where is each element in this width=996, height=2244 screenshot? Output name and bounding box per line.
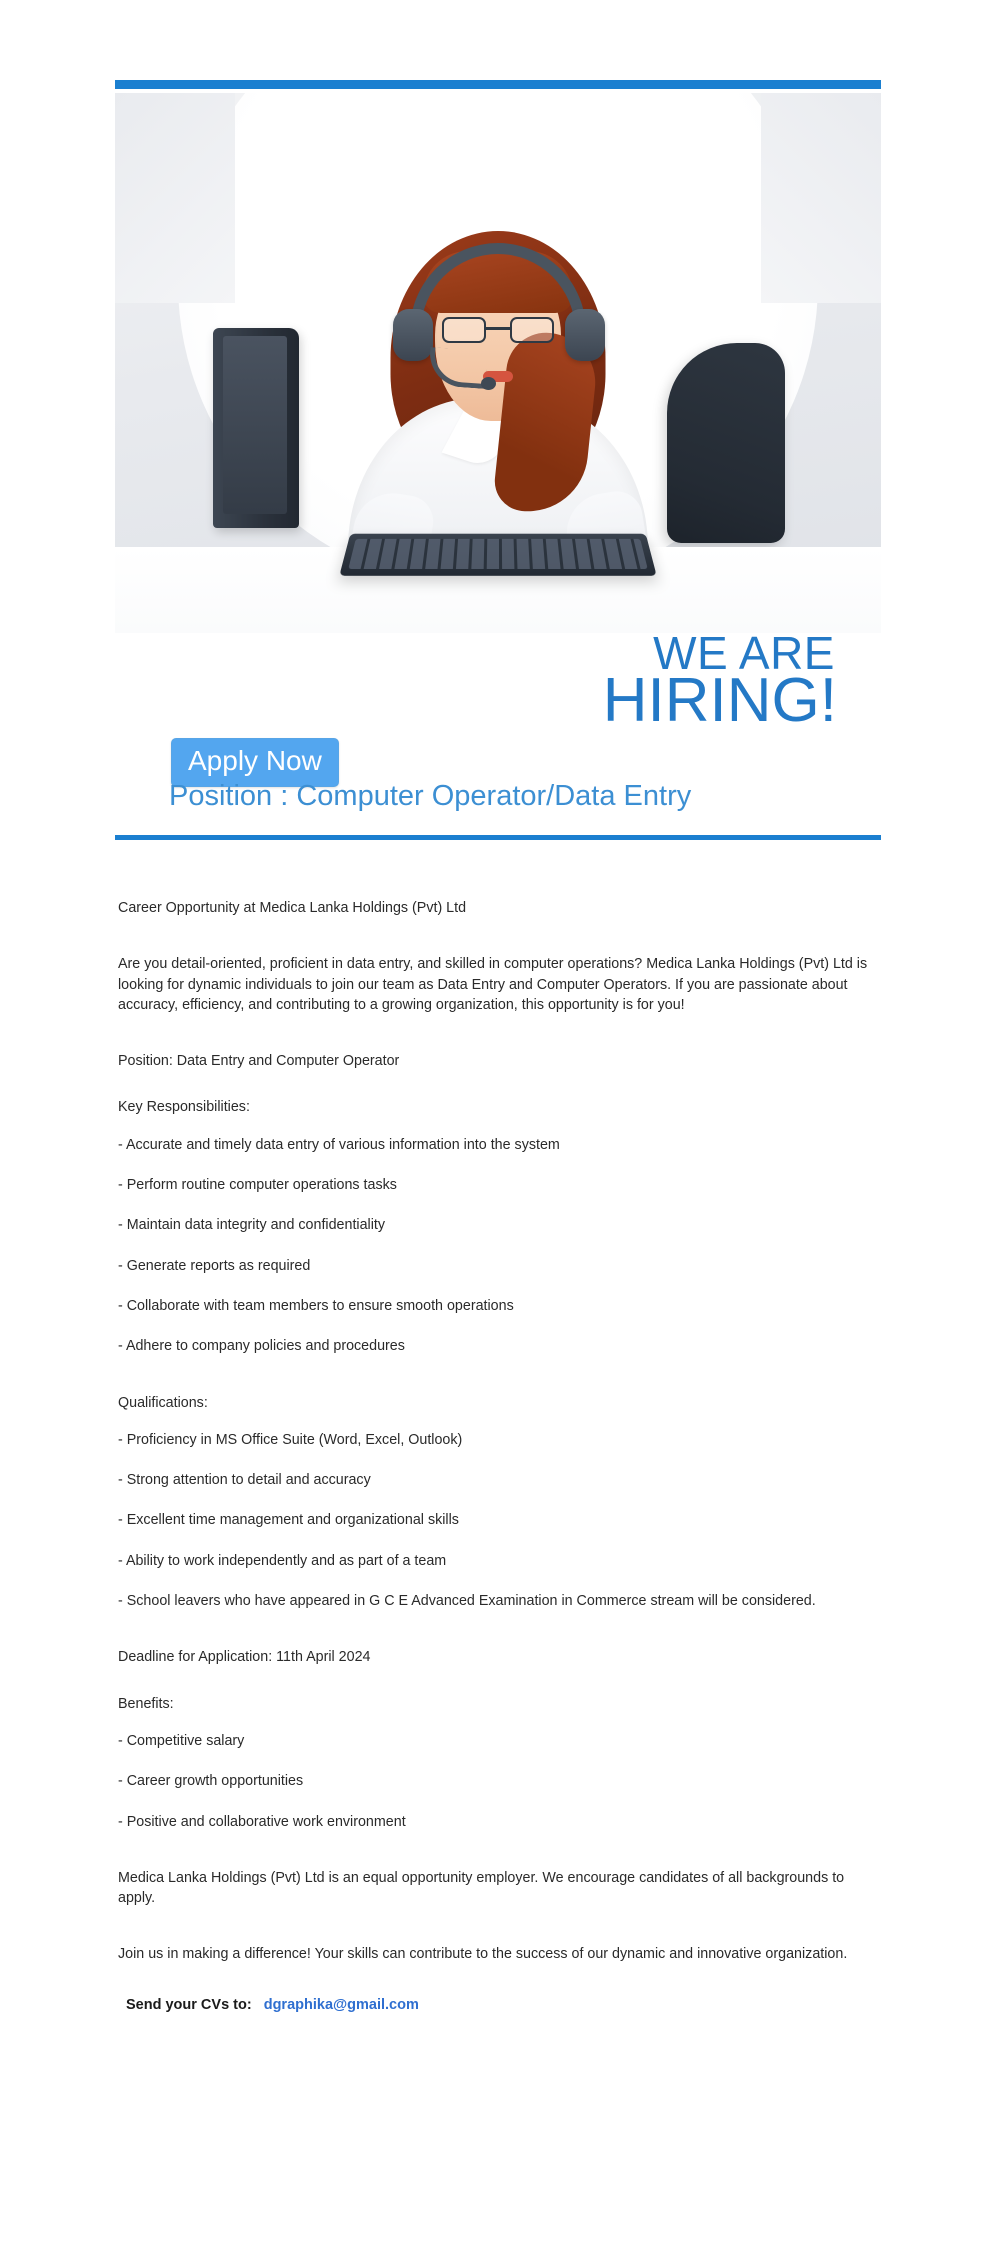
keyboard-illustration bbox=[339, 534, 656, 576]
list-item: - Accurate and timely data entry of various information into the system bbox=[118, 1136, 560, 1153]
job-description bbox=[0, 840, 996, 2075]
headset-mic-tip bbox=[481, 377, 496, 390]
banner-photo bbox=[115, 93, 881, 633]
apply-now-button[interactable]: Apply Now bbox=[171, 738, 339, 787]
we-are-text: WE ARE bbox=[653, 627, 835, 679]
list-item: - Generate reports as required bbox=[118, 1257, 311, 1274]
list-item: - Maintain data integrity and confidentiality bbox=[118, 1217, 386, 1234]
list-item: - School leavers who have appeared in G C E Advanced Examination in Commerce stream will be considered. bbox=[118, 1593, 816, 1610]
qualifications-heading: Qualifications: bbox=[118, 1394, 208, 1411]
photo-corner-left bbox=[115, 93, 235, 303]
banner-bottom-divider bbox=[115, 835, 881, 840]
list-item: - Collaborate with team members to ensure smooth operations bbox=[118, 1297, 514, 1314]
list-item: - Proficiency in MS Office Suite (Word, Excel, Outlook) bbox=[118, 1431, 463, 1448]
send-cv-row bbox=[118, 1995, 878, 2016]
banner-top-divider bbox=[115, 80, 881, 89]
list-item: - Strong attention to detail and accuracy bbox=[118, 1472, 371, 1489]
banner-container bbox=[0, 80, 996, 840]
photo-corner-right bbox=[761, 93, 881, 303]
office-chair-illustration bbox=[667, 343, 785, 543]
hiring-banner bbox=[115, 80, 881, 840]
responsibilities-heading: Key Responsibilities: bbox=[118, 1099, 250, 1116]
position-line: Position: Data Entry and Computer Operator bbox=[118, 1053, 400, 1070]
headset-earcup-right bbox=[565, 309, 605, 361]
email-link[interactable]: dgraphika@gmail.com bbox=[263, 1996, 419, 2013]
list-item: - Positive and collaborative work environment bbox=[118, 1813, 406, 1830]
list-item: - Excellent time management and organizational skills bbox=[118, 1512, 459, 1529]
hiring-text: HIRING! bbox=[602, 666, 837, 735]
deadline-line: Deadline for Application: 11th April 2024 bbox=[118, 1649, 371, 1666]
career-opportunity-line: Career Opportunity at Medica Lanka Holdings (Pvt) Ltd bbox=[118, 900, 467, 916]
list-item: - Competitive salary bbox=[118, 1732, 245, 1749]
list-item: - Adhere to company policies and procedures bbox=[118, 1338, 405, 1355]
equal-opportunity-paragraph: Medica Lanka Holdings (Pvt) Ltd is an equal opportunity employer. We encourage candidates of all backgrounds to apply. bbox=[118, 1869, 845, 1907]
banner-text-block bbox=[115, 620, 881, 835]
send-cv-label: Send your CVs to: bbox=[126, 1996, 252, 2013]
position-headline: Position : Computer Operator/Data Entry bbox=[169, 780, 692, 812]
list-item: - Ability to work independently and as part of a team bbox=[118, 1552, 447, 1569]
list-item: - Perform routine computer operations tasks bbox=[118, 1177, 397, 1194]
headset-earcup-left bbox=[393, 309, 433, 361]
intro-paragraph: Are you detail-oriented, proficient in data entry, and skilled in computer operations? Medica Lanka Holdings (Pvt) Ltd is looking for dynamic individuals to join our team as Data Entry and Computer Operators. If you are passionate about accuracy, efficiency, and contributing to a growing organization, this opportunity is for you! bbox=[118, 956, 868, 1013]
closing-paragraph: Join us in making a difference! Your skills can contribute to the success of our dynamic and innovative organization. bbox=[118, 1946, 848, 1963]
list-item: - Career growth opportunities bbox=[118, 1773, 304, 1790]
monitor-illustration bbox=[213, 328, 299, 528]
benefits-heading: Benefits: bbox=[118, 1695, 174, 1712]
